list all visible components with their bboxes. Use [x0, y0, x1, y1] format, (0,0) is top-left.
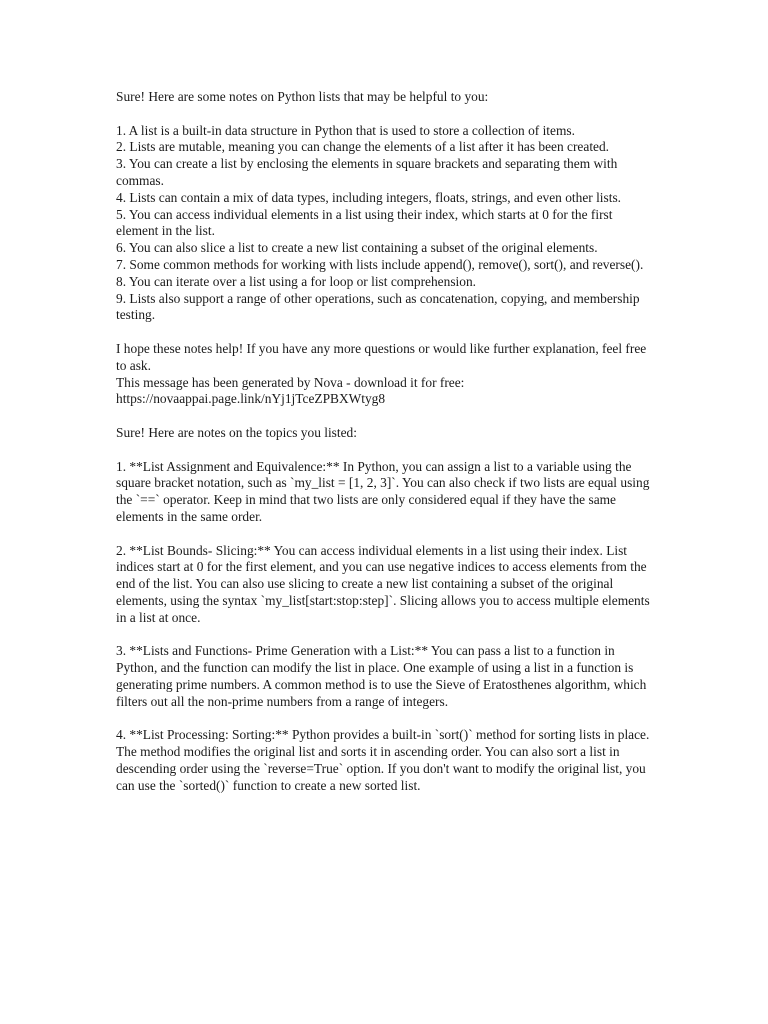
note-item-3: 3. You can create a list by enclosing the elements in square brackets and separating them with commas.	[116, 156, 618, 188]
spacer	[116, 710, 656, 727]
spacer	[116, 408, 656, 425]
note-item-5: 5. You can access individual elements in a list using their index, which starts at 0 for the first element in the list.	[116, 206, 613, 239]
closing-text: I hope these notes help! If you have any more questions or would like further explanation, feel free to ask.	[116, 340, 647, 373]
note-item-6: 6. You can also slice a list to create a new list containing a subset of the original elements.	[116, 240, 598, 256]
spacer	[116, 324, 656, 341]
generated-by-text: This message has been generated by Nova - download it for free:	[116, 374, 465, 390]
download-link: https://novaappai.page.link/nYj1jTceZPBXWtyg8	[116, 391, 386, 407]
intro2-text: Sure! Here are notes on the topics you listed:	[116, 424, 357, 440]
document-page	[116, 89, 656, 794]
topic-item-2: 2. **List Bounds- Slicing:** You can access individual elements in a list using their index. List indices start at 0 for the first element, and you can use negative indices to access elements from the end of the list. You can also use slicing to create a new list containing a subset of the original elements, using the syntax `my_list[start:stop:step]`. Slicing allows you to access multiple elements in a list at once.	[116, 542, 650, 625]
note-item-1: 1. A list is a built-in data structure in Python that is used to store a collection of items.	[116, 122, 575, 138]
spacer	[116, 627, 656, 644]
note-item-4: 4. Lists can contain a mix of data types, including integers, floats, strings, and even other lists.	[116, 189, 622, 205]
intro-text: Sure! Here are some notes on Python lists that may be helpful to you:	[116, 89, 489, 104]
topic-item-3: 3. **Lists and Functions- Prime Generation with a List:** You can pass a list to a function in Python, and the function can modify the list in place. One example of using a list in a function is generating prime numbers. A common method is to use the Sieve of Eratosthenes algorithm, which filters out all the non-prime numbers from a range of integers.	[116, 643, 647, 709]
note-item-9: 9. Lists also support a range of other operations, such as concatenation, copying, and membership testing.	[116, 290, 640, 323]
spacer	[116, 442, 656, 459]
note-item-8: 8. You can iterate over a list using a for loop or list comprehension.	[116, 273, 476, 289]
spacer	[116, 526, 656, 543]
topic-item-1: 1. **List Assignment and Equivalence:** In Python, you can assign a list to a variable using the square bracket notation, such as `my_list = [1, 2, 3]`. You can also check if two lists are equal using the `==` operator. Keep in mind that two lists are only considered equal if they have the same elements in the same order.	[116, 458, 650, 524]
note-item-7: 7. Some common methods for working with lists include append(), remove(), sort(), and reverse().	[116, 256, 644, 272]
topic-item-4: 4. **List Processing: Sorting:** Python provides a built-in `sort()` method for sorting lists in place. The method modifies the original list and sorts it in ascending order. You can also sort a list in descending order using the `reverse=True` option. If you don't want to modify the original list, you can use the `sorted()` function to create a new sorted list.	[116, 727, 650, 793]
note-item-2: 2. Lists are mutable, meaning you can change the elements of a list after it has been created.	[116, 139, 610, 155]
spacer	[116, 106, 656, 123]
